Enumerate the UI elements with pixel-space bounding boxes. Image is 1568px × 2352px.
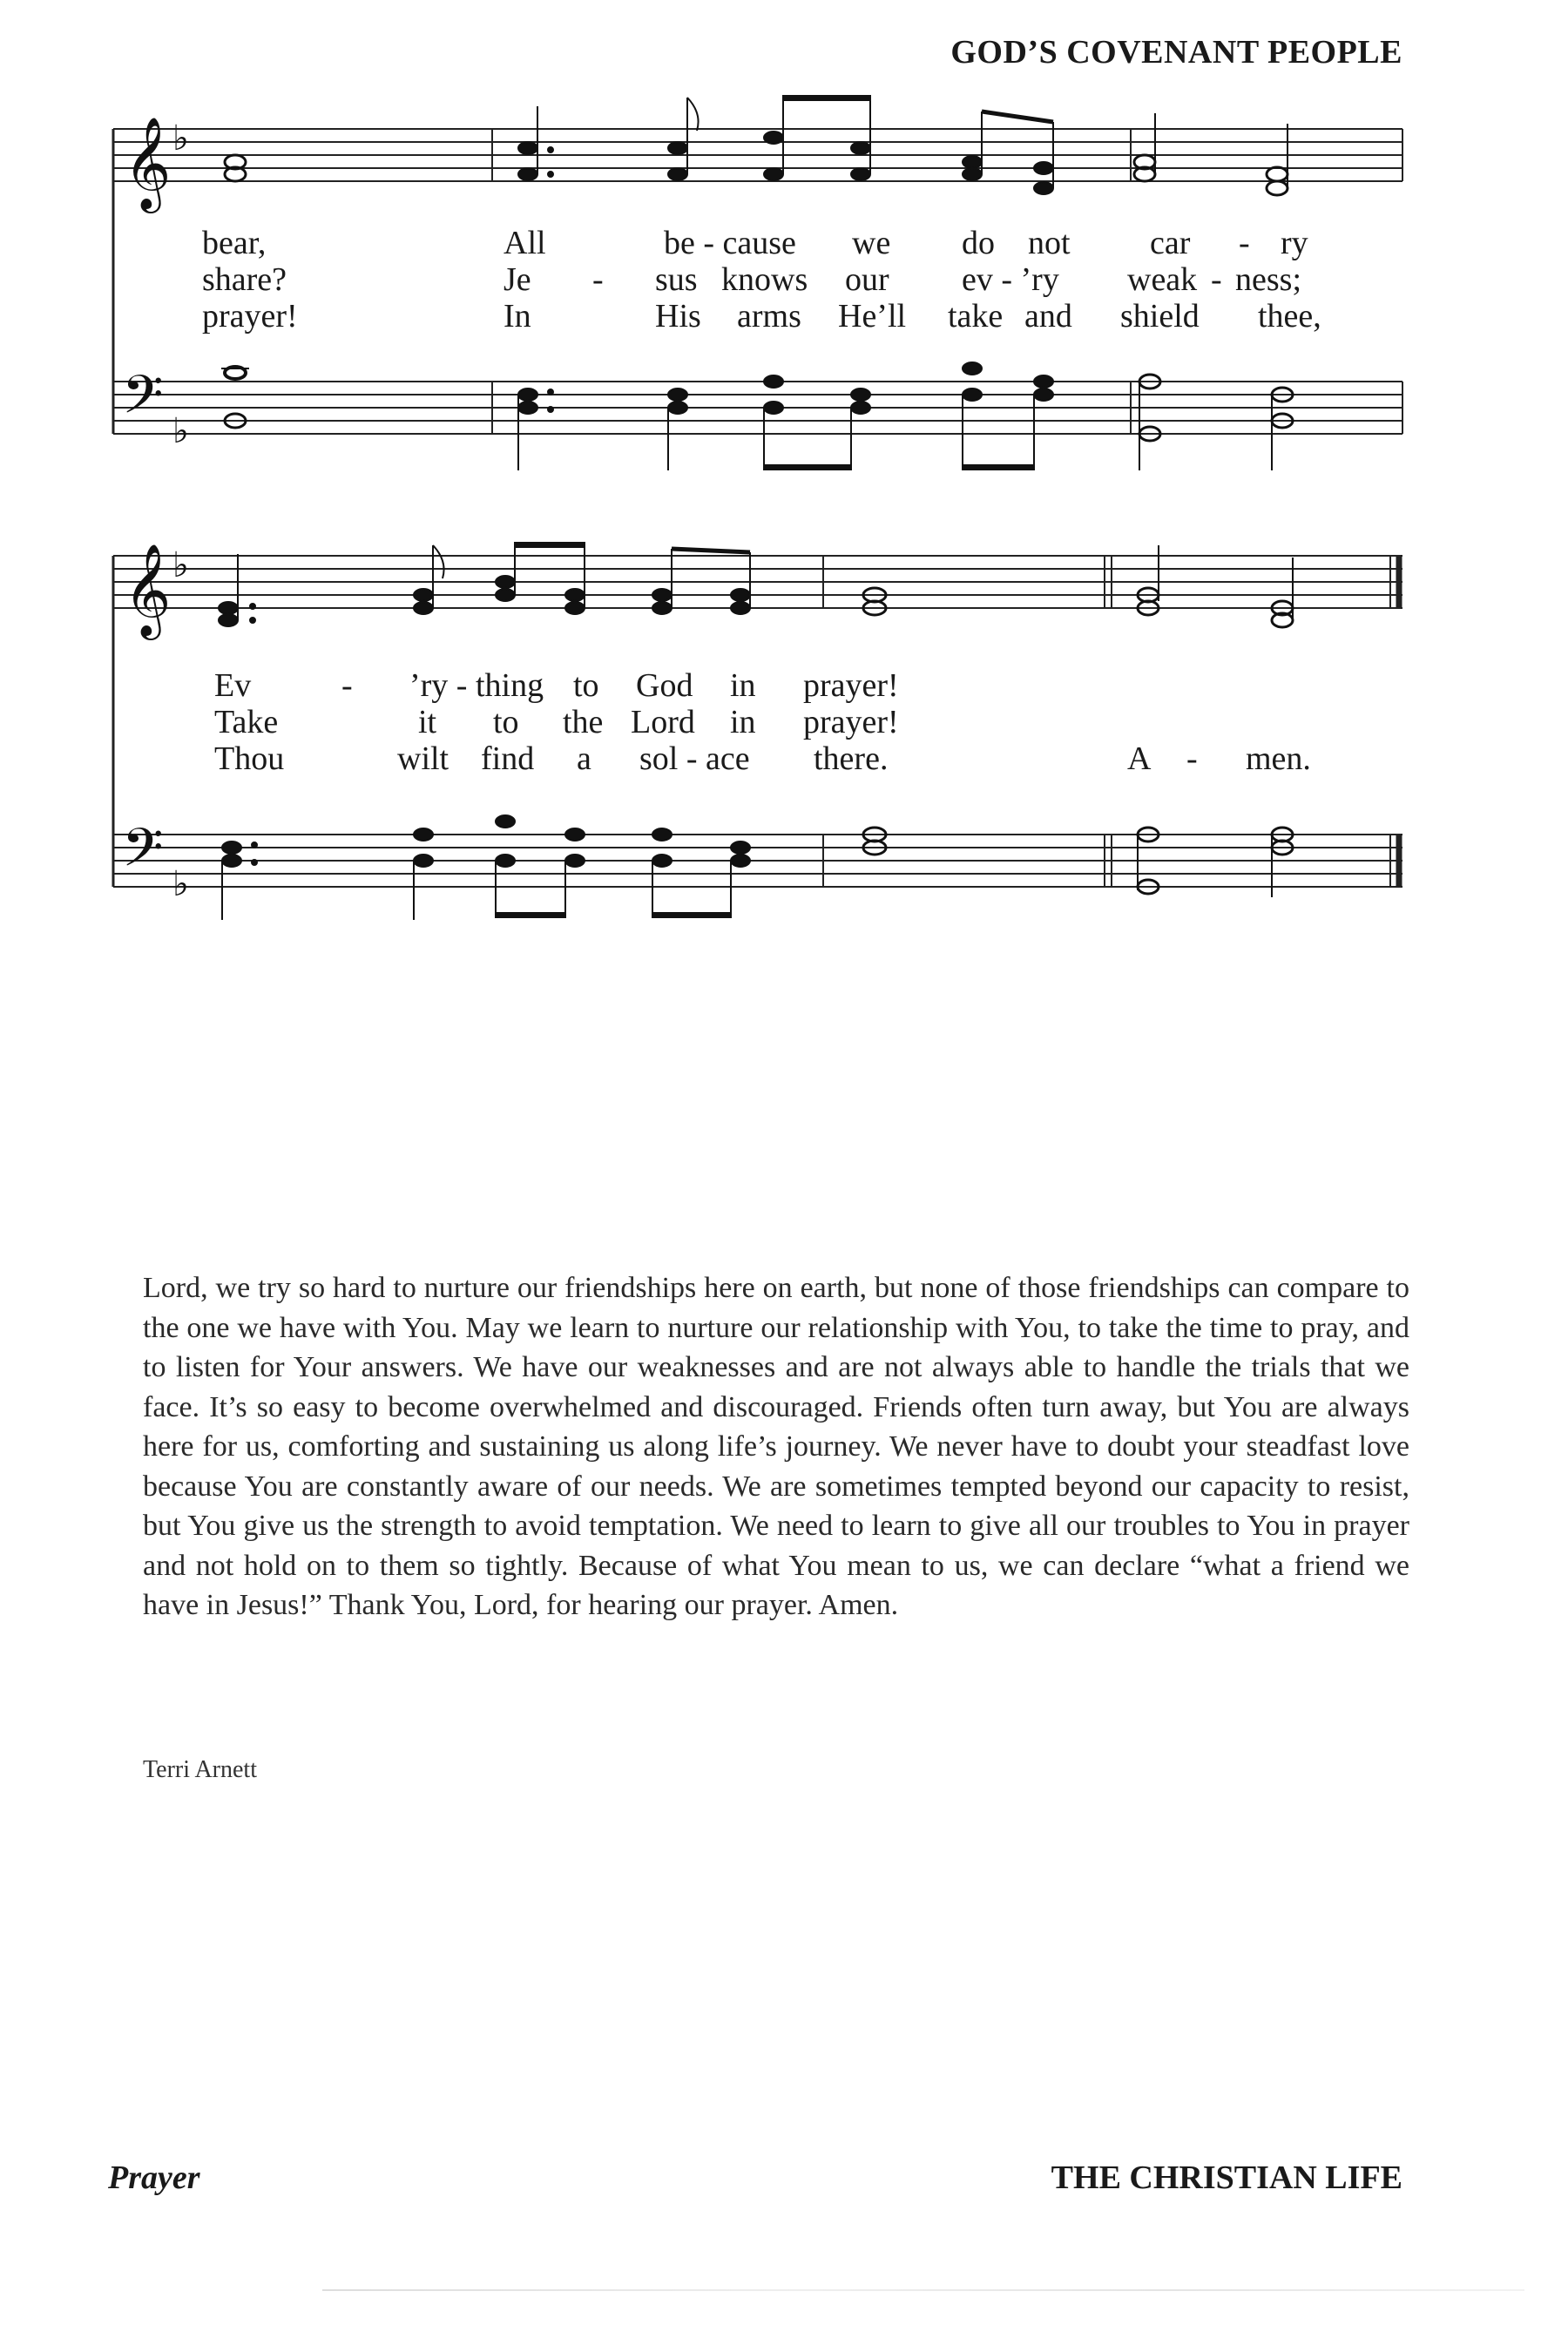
lyric: -: [592, 261, 604, 298]
lyric: Je: [504, 261, 531, 298]
lyric: we: [852, 225, 891, 261]
lyric: wilt: [397, 740, 449, 777]
page-header-title: GOD’S COVENANT PEOPLE: [950, 34, 1402, 71]
lyric: not: [1028, 225, 1071, 261]
lyric: knows: [721, 261, 808, 298]
prayer-attribution: Terri Arnett: [143, 1756, 257, 1783]
lyric: Thou: [214, 740, 285, 777]
system2-treble-staff: [113, 556, 1402, 608]
footer-book-section: THE CHRISTIAN LIFE: [1051, 2159, 1402, 2196]
footer-section-label: Prayer: [108, 2159, 200, 2196]
lyric: Lord: [631, 704, 695, 740]
treble-clef-icon: 𝄞: [124, 543, 172, 636]
lyric: ’ry - thing: [409, 667, 544, 704]
lyric: ness;: [1235, 261, 1301, 298]
lyric: bear,: [202, 225, 267, 261]
lyric: men.: [1246, 740, 1311, 777]
system2-bass-staff: [113, 835, 1402, 887]
bass-clef-icon: 𝄢: [122, 817, 164, 892]
lyric: ev - ’ry: [962, 261, 1059, 298]
lyric: He’ll: [838, 298, 907, 335]
scan-artifact-line: [322, 2289, 1524, 2291]
lyric: car: [1150, 225, 1191, 261]
lyric: in: [730, 667, 756, 704]
lyric: find: [481, 740, 535, 777]
lyric: His: [655, 298, 701, 335]
lyric: sus: [655, 261, 698, 298]
lyric: share?: [202, 261, 287, 298]
lyric: -: [341, 667, 353, 704]
lyric: to: [493, 704, 519, 740]
hymn-music-notation: [0, 0, 1568, 958]
lyric: be - cause: [664, 225, 796, 261]
lyric: to: [573, 667, 599, 704]
bass-clef-icon: 𝄢: [122, 364, 164, 439]
lyric: the: [563, 704, 604, 740]
lyric: in: [730, 704, 756, 740]
lyric: sol - ace: [639, 740, 750, 777]
svg-text:♭: ♭: [172, 411, 189, 451]
lyric: A: [1127, 740, 1152, 777]
lyric: All: [504, 225, 546, 261]
system1-treble-staff: [113, 129, 1402, 181]
lyric: our: [845, 261, 889, 298]
lyric: weak: [1127, 261, 1198, 298]
lyric: Take: [214, 704, 279, 740]
lyric: prayer!: [803, 704, 899, 740]
lyric: -: [1239, 225, 1250, 261]
lyric: -: [1186, 740, 1198, 777]
svg-text:♭: ♭: [172, 545, 189, 585]
lyric: and: [1024, 298, 1072, 335]
lyric: God: [636, 667, 693, 704]
lyric: shield: [1120, 298, 1200, 335]
lyric: ry: [1281, 225, 1308, 261]
lyric: do: [962, 225, 995, 261]
lyric: a: [577, 740, 591, 777]
lyric: arms: [737, 298, 801, 335]
lyric: take: [948, 298, 1004, 335]
prayer-paragraph: Lord, we try so hard to nurture our friendships here on earth, but none of those friendships can compare to the one we have with You. May we learn to nurture our relationship with You, to take the time to pray, and to listen for Your answers. We have our weaknesses and are not always able to handle the trials that we face. It’s so easy to become overwhelmed and discouraged. Friends often turn away, but You are always here for us, comforting and sustaining us along life’s journey. We never have to doubt your steadfast love because You are constantly aware of our needs. We are sometimes tempted beyond our capacity to resist, but You give us the strength to avoid temptation. We need to learn to give all our troubles to You in prayer and not hold on to them so tightly. Because of what You mean to us, we can declare “what a friend we have in Jesus!” Thank You, Lord, for hearing our prayer. Amen.: [143, 1272, 1409, 1621]
lyric: thee,: [1258, 298, 1321, 335]
treble-clef-icon: 𝄞: [124, 116, 172, 209]
lyric: it: [418, 704, 437, 740]
svg-text:♭: ♭: [172, 864, 189, 904]
lyric: -: [1211, 261, 1222, 298]
svg-text:♭: ♭: [172, 118, 189, 159]
lyric: In: [504, 298, 531, 335]
lyric: Ev: [214, 667, 252, 704]
system1-bass-staff: [113, 382, 1402, 434]
lyric: prayer!: [202, 298, 298, 335]
lyric: prayer!: [803, 667, 899, 704]
lyric: there.: [814, 740, 889, 777]
